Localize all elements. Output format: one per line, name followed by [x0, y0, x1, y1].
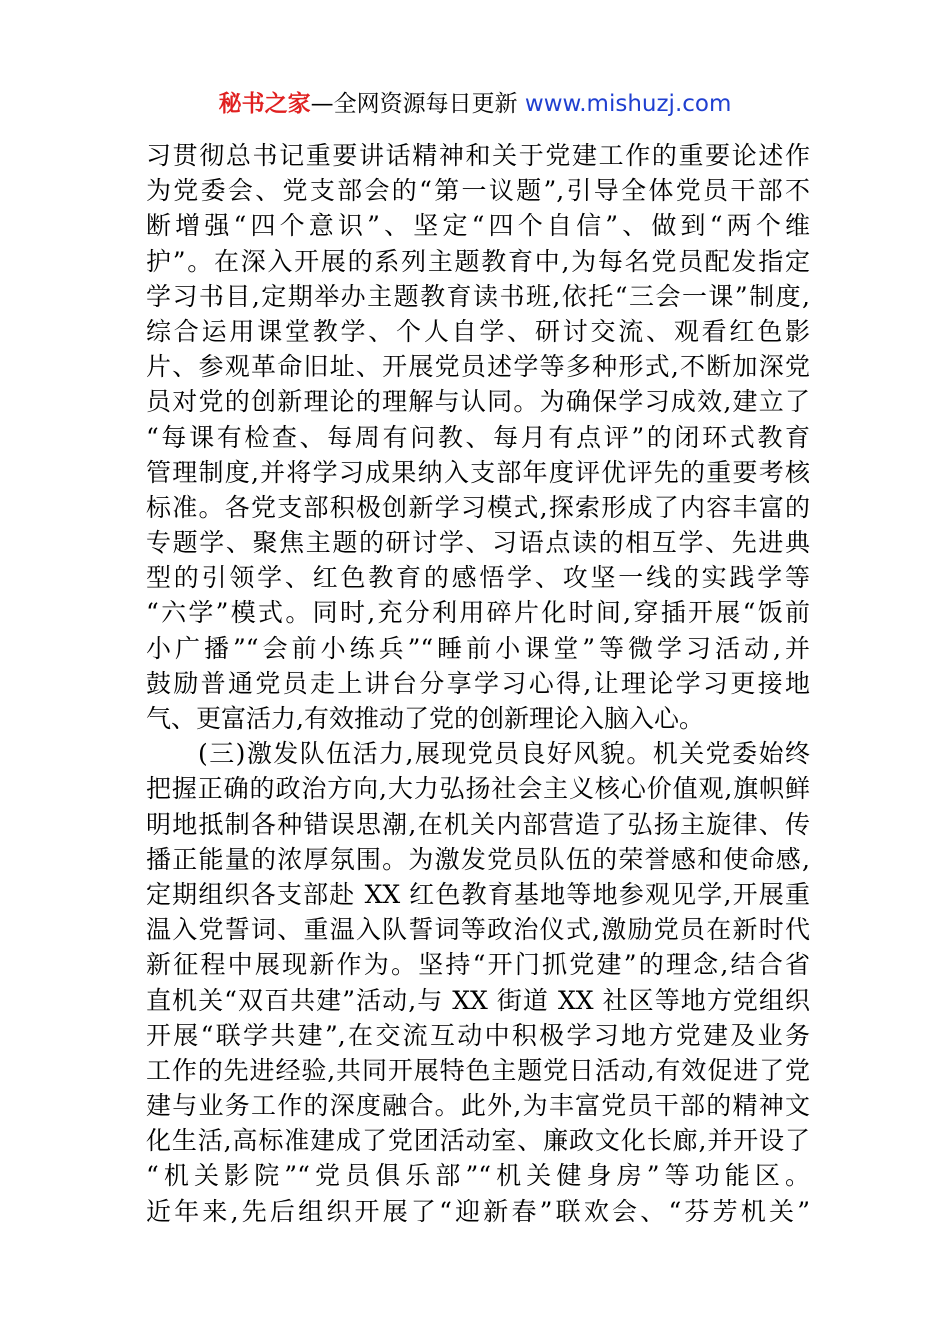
paragraph-line: “每课有检查、每周有问教、每月有点评”的闭环式教育 — [146, 422, 810, 452]
header-url-link[interactable]: www.mishuzj.com — [524, 91, 732, 117]
paragraph-line: 员对党的创新理论的理解与认同。为确保学习成效,建立了 — [146, 387, 810, 417]
paragraph-line: 型的引领学、红色教育的感悟学、攻坚一线的实践学等 — [146, 563, 810, 593]
paragraph-line: 标准。各党支部积极创新学习模式,探索形成了内容丰富的 — [146, 492, 810, 522]
paragraph — [146, 138, 810, 736]
paragraph-line: 断增强“四个意识”、坚定“四个自信”、做到“两个维 — [146, 211, 810, 241]
paragraph-line: 建与业务工作的深度融合。此外,为丰富党员干部的精神文 — [146, 1091, 810, 1121]
paragraph-line: 温入党誓词、重温入队誓词等政治仪式,激励党员在新时代 — [146, 915, 810, 945]
page-header — [0, 86, 950, 122]
header-slogan: —全网资源每日更新 — [310, 91, 525, 117]
paragraph-line: 直机关“双百共建”活动,与 XX 街道 XX 社区等地方党组织 — [146, 985, 810, 1015]
paragraph-line: (三)激发队伍活力,展现党员良好风貌。机关党委始终 — [198, 739, 810, 769]
paragraph — [146, 736, 810, 1229]
paragraph-line: 鼓励普通党员走上讲台分享学习心得,让理论学习更接地 — [146, 668, 810, 698]
paragraph-line: 明地抵制各种错误思潮,在机关内部营造了弘扬主旋律、传 — [146, 809, 810, 839]
header-brand: 秘书之家 — [218, 91, 311, 117]
paragraph-line: 化生活,高标准建成了党团活动室、廉政文化长廊,并开设了 — [146, 1126, 810, 1156]
paragraph-line: 小广播”“会前小练兵”“睡前小课堂”等微学习活动,并 — [146, 633, 810, 663]
paragraph-line: 专题学、聚焦主题的研讨学、习语点读的相互学、先进典 — [146, 528, 810, 558]
paragraph-line: 近年来,先后组织开展了“迎新春”联欢会、“芬芳机关” — [146, 1196, 810, 1226]
paragraph-line: 护”。在深入开展的系列主题教育中,为每名党员配发指定 — [146, 246, 810, 276]
paragraph-line: 新征程中展现新作为。坚持“开门抓党建”的理念,结合省 — [146, 950, 810, 980]
paragraph-line: 开展“联学共建”,在交流互动中积极学习地方党建及业务 — [146, 1020, 810, 1050]
paragraph-line: 定期组织各支部赴 XX 红色教育基地等地参观见学,开展重 — [146, 879, 810, 909]
paragraph-line: 片、参观革命旧址、开展党员述学等多种形式,不断加深党 — [146, 352, 810, 382]
paragraph-line: 气、更富活力,有效推动了党的创新理论入脑入心。 — [146, 704, 704, 733]
paragraph-line: 管理制度,并将学习成果纳入支部年度评优评先的重要考核 — [146, 457, 810, 487]
paragraph-line: “机关影院”“党员俱乐部”“机关健身房”等功能区。 — [146, 1161, 810, 1191]
paragraph-line: “六学”模式。同时,充分利用碎片化时间,穿插开展“饭前 — [146, 598, 810, 628]
paragraph-line: 习贯彻总书记重要讲话精神和关于党建工作的重要论述作 — [146, 141, 810, 170]
paragraph-line: 工作的先进经验,共同开展特色主题党日活动,有效促进了党 — [146, 1055, 810, 1085]
paragraph-line: 把握正确的政治方向,大力弘扬社会主义核心价值观,旗帜鲜 — [146, 774, 810, 804]
paragraph-line: 综合运用课堂教学、个人自学、研讨交流、观看红色影 — [146, 316, 810, 346]
paragraph-line: 学习书目,定期举办主题教育读书班,依托“三会一课”制度, — [146, 281, 810, 311]
paragraph-line: 为党委会、党支部会的“第一议题”,引导全体党员干部不 — [146, 176, 810, 206]
paragraph-line: 播正能量的浓厚氛围。为激发党员队伍的荣誉感和使命感, — [146, 844, 810, 874]
document-body — [146, 138, 810, 1229]
